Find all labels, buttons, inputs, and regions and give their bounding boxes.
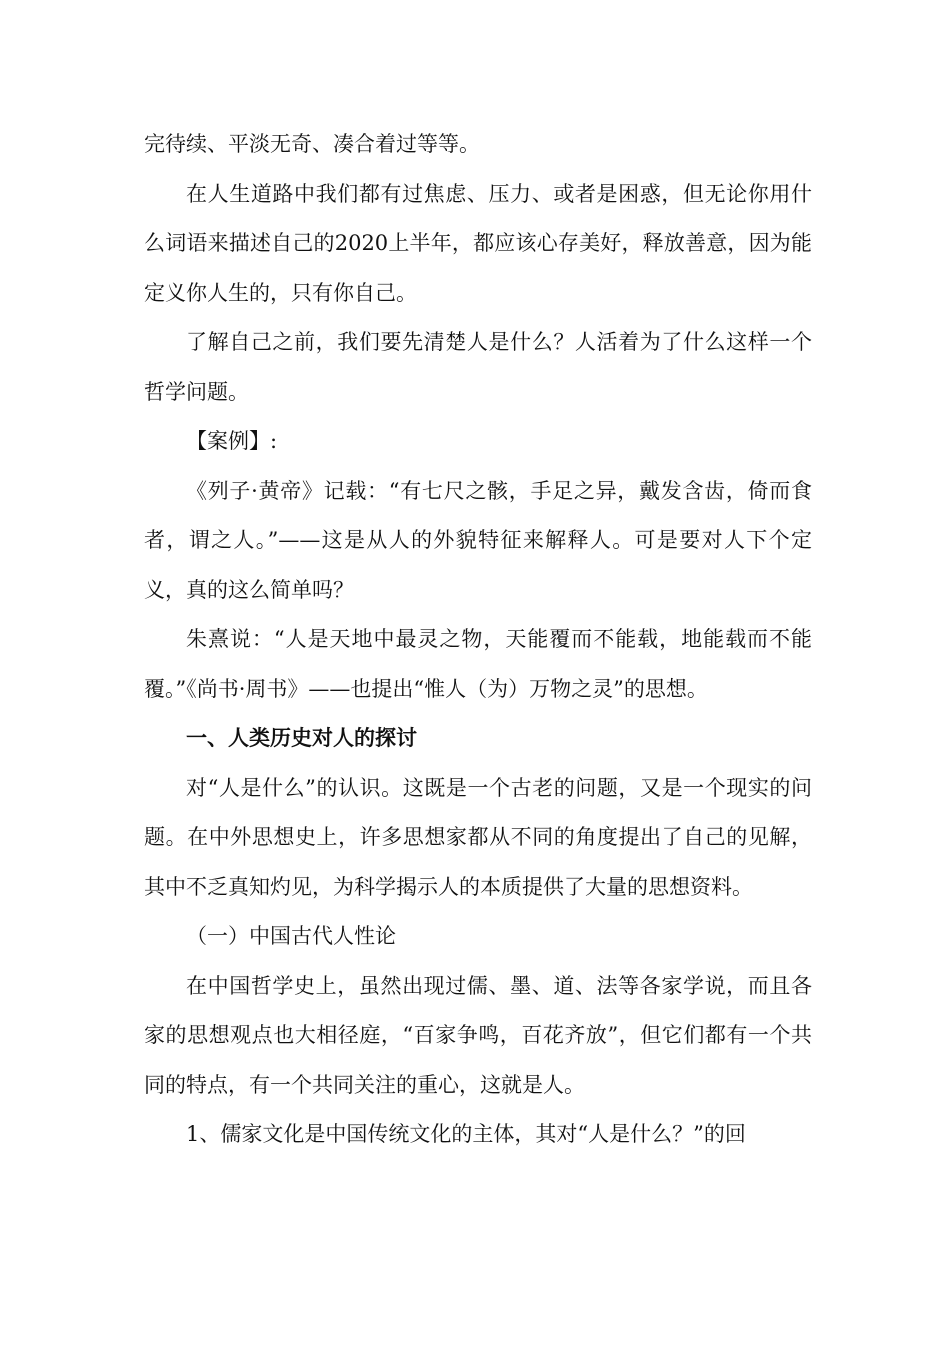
paragraph-chinese-philosophy: 在中国哲学史上，虽然出现过儒、墨、道、法等各家学说，而且各家的思想观点也大相径庭，“百家争鸣，百花齐放”，但它们都有一个共同的特点，有一个共同关注的重心，这就是人。 <box>144 973 812 1097</box>
paragraph-life-path: 在人生道路中我们都有过焦虑、压力、或者是困惑，但无论你用什么词语来描述自己的2020上半年，都应该心存美好，释放善意，因为能定义你人生的，只有你自己。 <box>144 181 812 305</box>
paragraph-confucianism: 1、儒家文化是中国传统文化的主体，其对“人是什么？”的回 <box>186 1122 746 1146</box>
paragraph-understand-self: 了解自己之前，我们要先清楚人是什么？人活着为了什么这样一个哲学问题。 <box>144 330 812 404</box>
paragraph-what-is-human: 对“人是什么”的认识。这既是一个古老的问题，又是一个现实的问题。在中外思想史上，许多思想家都从不同的角度提出了自己的见解，其中不乏真知灼见，为科学揭示人的本质提供了大量的思想资料。 <box>144 775 812 899</box>
subsection-heading: （一）中国古代人性论 <box>186 924 396 948</box>
case-label: 【案例】: <box>186 429 278 453</box>
paragraph-continuation: 完待续、平淡无奇、凑合着过等等。 <box>144 132 480 156</box>
paragraph-zhuxi-quote: 朱熹说：“人是天地中最灵之物，天能覆而不能载，地能载而不能覆。”《尚书·周书》——也提出“惟人（为）万物之灵”的思想。 <box>144 627 812 701</box>
document-body <box>144 120 812 1160</box>
section-heading: 一、人类历史对人的探讨 <box>186 726 417 750</box>
paragraph-liezi-quote: 《列子·黄帝》记载：“有七尺之骸，手足之异，戴发含齿，倚而食者，谓之人。”——这是从人的外貌特征来解释人。可是要对人下个定义，真的这么简单吗？ <box>144 478 812 602</box>
